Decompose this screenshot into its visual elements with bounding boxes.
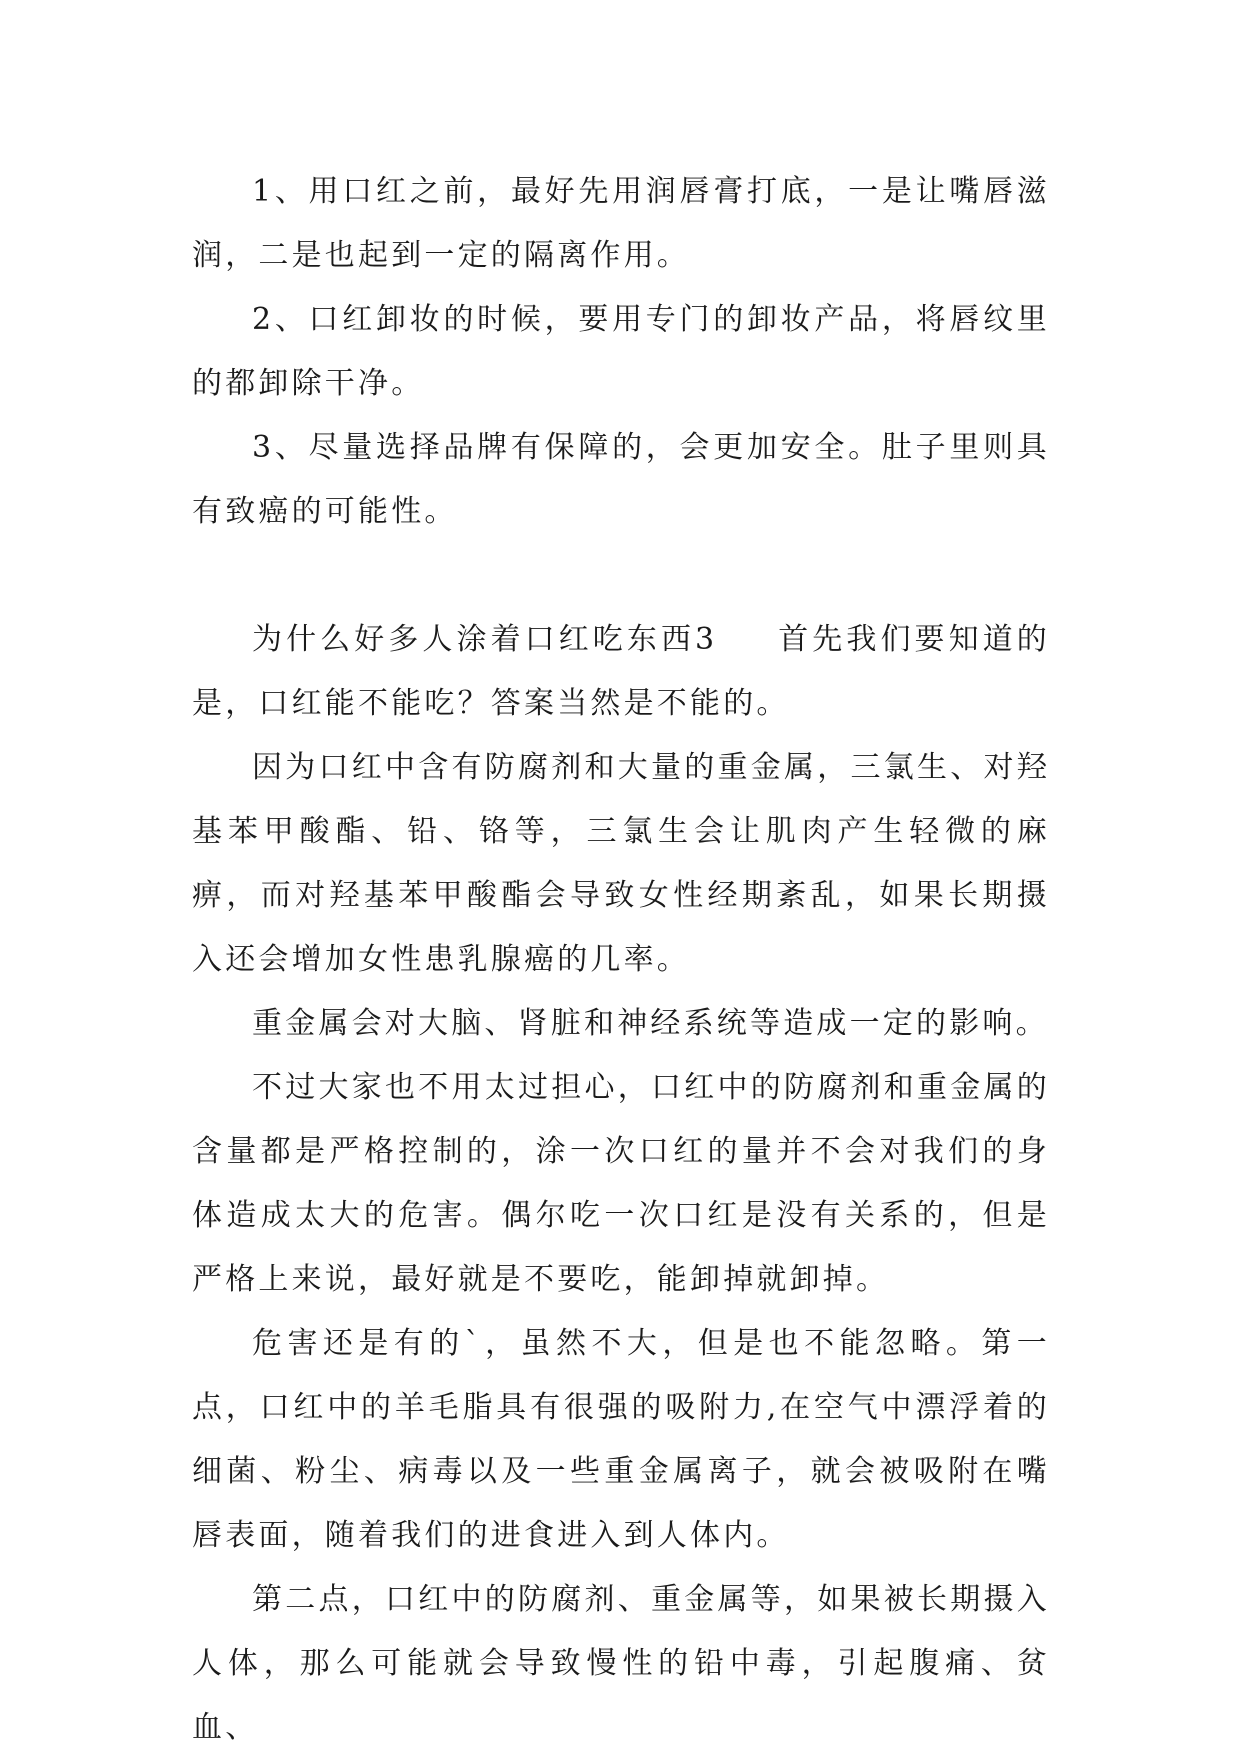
section-intro-paragraph [192,608,1050,736]
section-intro-text: 首先我们要知道的是，口红能不能吃？答案当然是不能的。 [192,622,1050,721]
body-paragraph-4: 危害还是有的`，虽然不大，但是也不能忽略。第一点，口红中的羊毛脂具有很强的吸附力,在空气中漂浮着的细菌、粉尘、病毒以及一些重金属离子，就会被吸附在嘴唇表面，随着我们的进食进入到人体内。 [192,1326,1050,1553]
tip-paragraph-1: 1、用口红之前，最好先用润唇膏打底，一是让嘴唇滋润，二是也起到一定的隔离作用。 [192,174,1050,273]
tip-paragraph-3: 3、尽量选择品牌有保障的，会更加安全。肚子里则具有致癌的可能性。 [192,430,1050,529]
section-title: 为什么好多人涂着口红吃东西3 [252,622,718,657]
body-paragraph-5: 第二点，口红中的防腐剂、重金属等，如果被长期摄入人体，那么可能就会导致慢性的铅中毒，引起腹痛、贫血、 [192,1582,1050,1745]
document-body [192,160,1050,1760]
body-paragraph-1: 因为口红中含有防腐剂和大量的重金属，三氯生、对羟基苯甲酸酯、铅、铬等，三氯生会让肌肉产生轻微的麻痹，而对羟基苯甲酸酯会导致女性经期紊乱，如果长期摄入还会增加女性患乳腺癌的几率。 [192,750,1050,977]
tip-paragraph-2: 2、口红卸妆的时候，要用专门的卸妆产品，将唇纹里的都卸除干净。 [192,302,1050,401]
body-paragraph-3: 不过大家也不用太过担心，口红中的防腐剂和重金属的含量都是严格控制的，涂一次口红的量并不会对我们的身体造成太大的危害。偶尔吃一次口红是没有关系的，但是严格上来说，最好就是不要吃，能卸掉就卸掉。 [192,1070,1050,1297]
body-paragraph-2: 重金属会对大脑、肾脏和神经系统等造成一定的影响。 [252,1006,1049,1041]
